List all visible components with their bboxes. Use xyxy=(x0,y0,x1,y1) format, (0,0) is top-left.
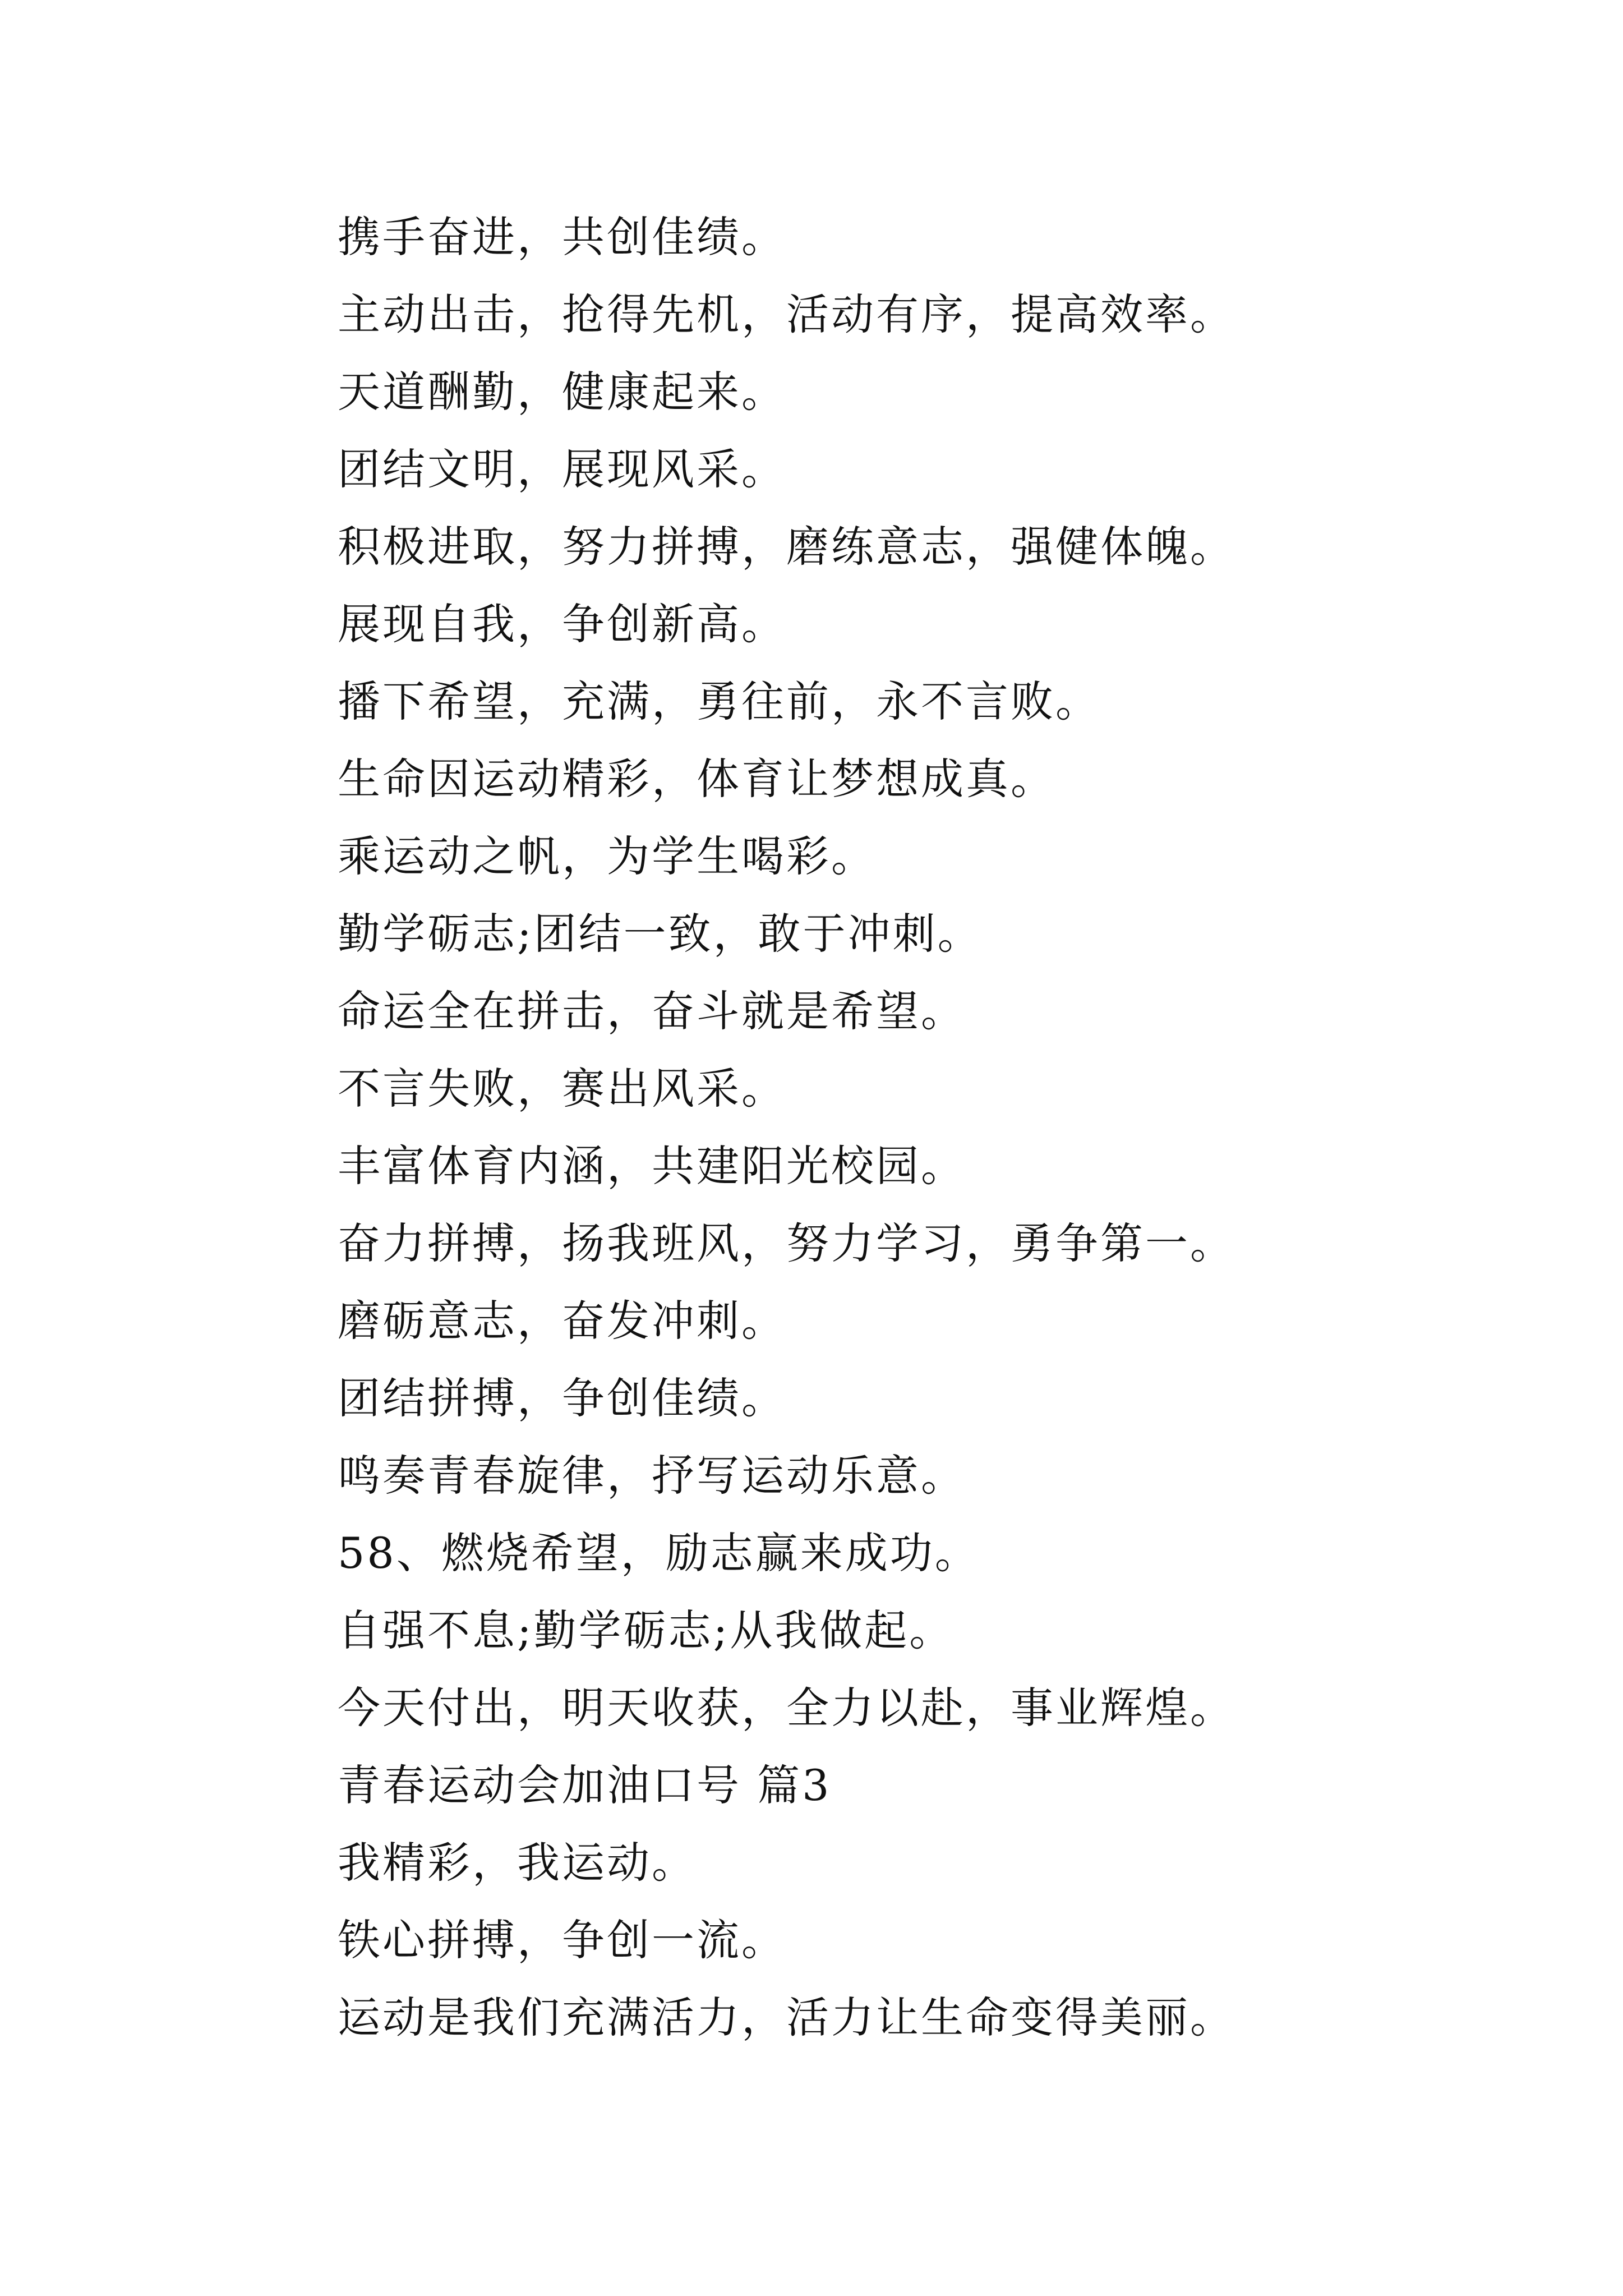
document-body xyxy=(338,212,1515,2074)
text-line: 自强不息;勤学砺志;从我做起。 xyxy=(338,1605,955,1655)
text-line: 生命因运动精彩，体育让梦想成真。 xyxy=(338,754,1055,804)
text-line: 我精彩，我运动。 xyxy=(338,1838,697,1888)
text-line: 铁心拼搏，争创一流。 xyxy=(338,1915,786,1965)
text-line: 乘运动之帆，为学生喝彩。 xyxy=(338,831,876,881)
text-line: 积极进取，努力拼搏，磨练意志，强健体魄。 xyxy=(338,522,1235,572)
text-line: 不言失败，赛出风采。 xyxy=(338,1064,786,1114)
text-line: 主动出击，抢得先机，活动有序，提高效率。 xyxy=(338,289,1235,339)
text-line: 命运全在拼击，奋斗就是希望。 xyxy=(338,986,966,1036)
text-line: 勤学砺志;团结一致，敢于冲刺。 xyxy=(338,909,983,959)
section-heading: 青春运动会加油口号 篇3 xyxy=(338,1760,832,1810)
text-line: 磨砺意志，奋发冲刺。 xyxy=(338,1296,786,1346)
text-line: 展现自我，争创新高。 xyxy=(338,599,786,649)
text-line: 奋力拼搏，扬我班风，努力学习，勇争第一。 xyxy=(338,1218,1235,1268)
text-line: 携手奋进，共创佳绩。 xyxy=(338,212,786,262)
text-line: 播下希望，充满，勇往前，永不言败。 xyxy=(338,677,1100,726)
text-line: 58、燃烧希望，励志赢来成功。 xyxy=(338,1528,980,1578)
text-line: 团结拼搏，争创佳绩。 xyxy=(338,1373,786,1423)
text-line: 今天付出，明天收获，全力以赴，事业辉煌。 xyxy=(338,1683,1235,1733)
text-line: 鸣奏青春旋律，抒写运动乐意。 xyxy=(338,1451,966,1501)
text-line: 运动是我们充满活力，活力让生命变得美丽。 xyxy=(338,1993,1235,2042)
text-line: 丰富体育内涵，共建阳光校园。 xyxy=(338,1141,966,1191)
text-line: 天道酬勤，健康起来。 xyxy=(338,367,786,417)
text-line: 团结文明，展现风采。 xyxy=(338,444,786,494)
